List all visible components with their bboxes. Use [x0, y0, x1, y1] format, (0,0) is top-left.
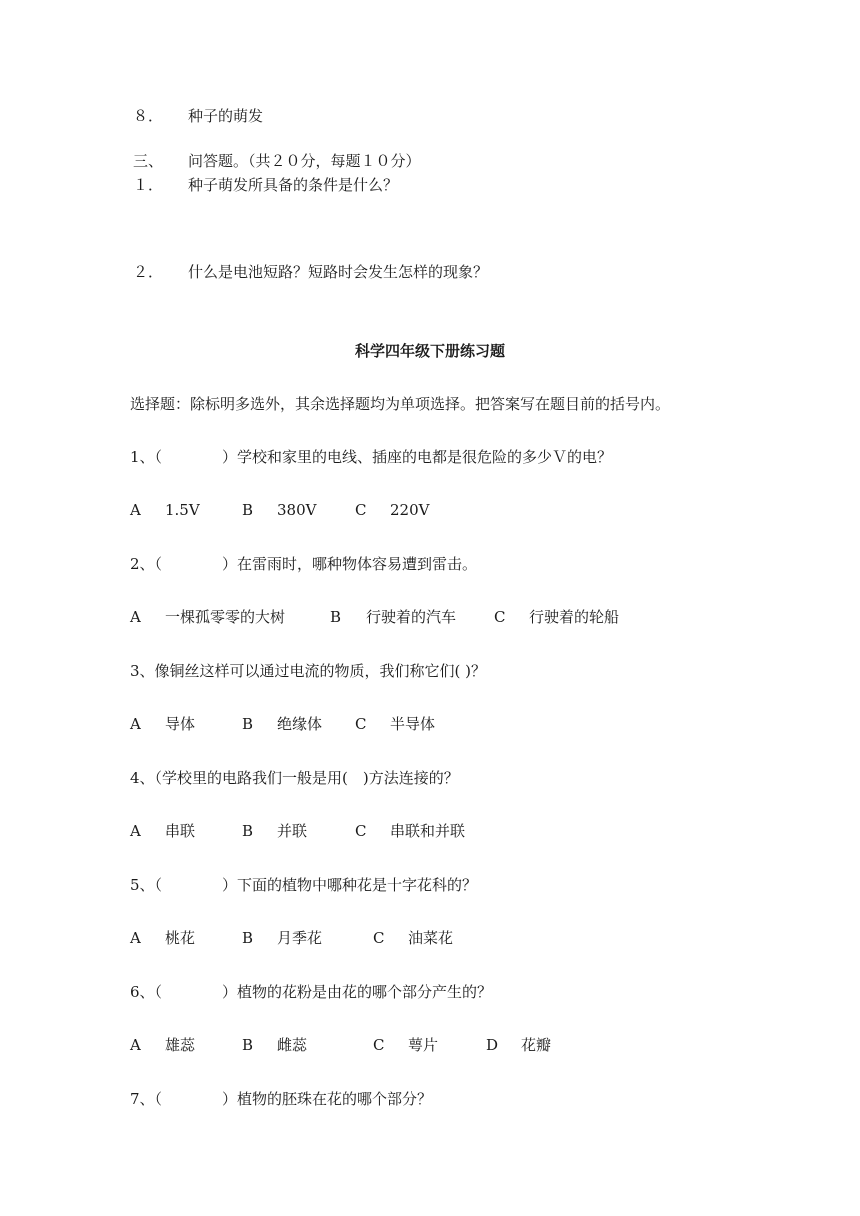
- option-letter: C: [355, 715, 367, 733]
- option-text: 绝缘体: [277, 715, 323, 733]
- option-text: 半导体: [390, 715, 436, 733]
- option-text: 导体: [165, 715, 196, 733]
- question-stem: 2、（ ）在雷雨时，哪种物体容易遭到雷击。: [130, 555, 478, 573]
- option-row: [130, 1035, 552, 1055]
- question-1-text: 种子萌发所具备的条件是什么？: [188, 176, 399, 194]
- option-text: 串联和并联: [390, 822, 466, 840]
- option-letter: B: [242, 715, 254, 733]
- option-letter: C: [355, 501, 367, 519]
- option-text: 串联: [165, 822, 196, 840]
- item-8-number: ８．: [133, 107, 164, 125]
- option-text: 380V: [277, 501, 317, 519]
- item-8-text: 种子的萌发: [188, 107, 264, 125]
- option-letter: B: [242, 501, 254, 519]
- option-text: 桃花: [165, 929, 196, 947]
- option-text: 花瓣: [521, 1036, 552, 1054]
- question-stem: 1、（ ）学校和家里的电线、插座的电都是很危险的多少Ｖ的电？: [130, 448, 613, 466]
- question-stem: 3、像铜丝这样可以通过电流的物质，我们称它们( )？: [130, 662, 487, 680]
- option-text: 雄蕊: [165, 1036, 196, 1054]
- option-letter: B: [242, 1036, 254, 1054]
- question-2-text: 什么是电池短路？短路时会发生怎样的现象？: [188, 263, 489, 281]
- option-letter: A: [130, 1036, 141, 1054]
- option-text: 并联: [277, 822, 308, 840]
- option-text: 油菜花: [408, 929, 454, 947]
- option-letter: A: [130, 822, 141, 840]
- option-row: [130, 714, 436, 734]
- option-text: 1.5V: [165, 501, 200, 519]
- option-text: 一棵孤零零的大树: [165, 608, 286, 626]
- option-text: 萼片: [408, 1036, 439, 1054]
- option-letter: C: [373, 929, 385, 947]
- section-3-heading: 问答题。（共２０分，每题１０分）: [188, 152, 421, 170]
- option-letter: B: [242, 822, 254, 840]
- option-letter: C: [373, 1036, 385, 1054]
- option-letter: B: [330, 608, 342, 626]
- option-text: 雌蕊: [277, 1036, 308, 1054]
- option-letter: A: [130, 715, 141, 733]
- option-row: [130, 821, 466, 841]
- option-row: [130, 928, 454, 948]
- option-text: 月季花: [277, 929, 323, 947]
- option-letter: B: [242, 929, 254, 947]
- option-text: 行驶着的轮船: [529, 608, 620, 626]
- option-row: [130, 500, 430, 520]
- option-letter: A: [130, 501, 141, 519]
- question-1-number: １．: [133, 176, 164, 194]
- practice-title: 科学四年级下册练习题: [354, 342, 505, 360]
- question-stem: 5、（ ）下面的植物中哪种花是十字花科的？: [130, 876, 478, 894]
- question-stem: 4、（学校里的电路我们一般是用( )方法连接的？: [130, 769, 459, 787]
- option-text: 行驶着的汽车: [366, 608, 457, 626]
- question-2-number: ２．: [133, 263, 164, 281]
- option-letter: A: [130, 608, 141, 626]
- instruction-text: 选择题：除标明多选外，其余选择题均为单项选择。把答案写在题目前的括号内。: [130, 395, 671, 413]
- option-letter: C: [494, 608, 506, 626]
- question-stem: 7、（ ）植物的胚珠在花的哪个部分？: [130, 1090, 433, 1108]
- option-letter: D: [486, 1036, 499, 1054]
- section-3-number: 三、: [133, 152, 164, 170]
- option-text: 220V: [390, 501, 430, 519]
- option-letter: A: [130, 929, 141, 947]
- option-letter: C: [355, 822, 367, 840]
- question-stem: 6、（ ）植物的花粉是由花的哪个部分产生的？: [130, 983, 493, 1001]
- option-row: [130, 607, 620, 627]
